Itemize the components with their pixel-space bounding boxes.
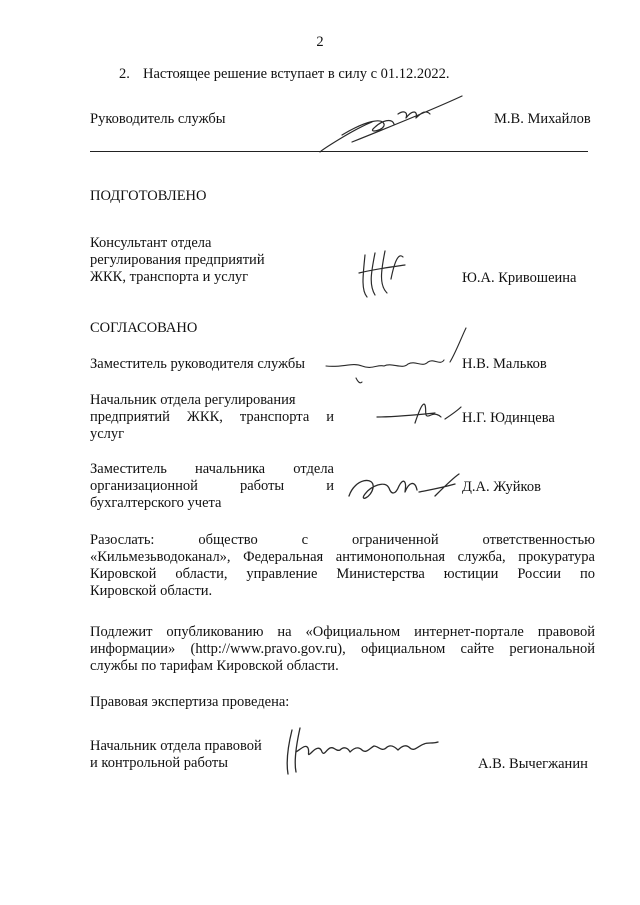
prepared-name: Ю.А. Кривошеина (462, 270, 577, 286)
clause-text: Настоящее решение вступает в силу с 01.12.2022. (143, 66, 450, 82)
agreed-name-1: Н.В. Мальков (462, 356, 547, 372)
agreed-heading: СОГЛАСОВАНО (90, 320, 198, 336)
agreed-signature-3 (345, 468, 465, 508)
agreed-name-2: Н.Г. Юдинцева (462, 410, 555, 426)
agreed-position-3: Заместитель начальника отдела организационной работы и бухгалтерского учета (90, 461, 334, 511)
legal-review-note: Правовая экспертиза проведена: (90, 694, 290, 710)
prepared-heading: ПОДГОТОВЛЕНО (90, 188, 207, 204)
head-title: Руководитель службы (90, 111, 226, 127)
legal-head-name: А.В. Вычегжанин (478, 756, 588, 772)
distribution-text: Разослать: общество с ограниченной ответственностью «Кильмезьводоканал», Федеральная антимонопольная служба, прокуратура Кировской области, управление Министерства юстиции России по Кировской области. (90, 532, 595, 599)
agreed-signature-2 (375, 393, 465, 433)
legal-head-position: Начальник отдела правовой и контрольной работы (90, 738, 262, 771)
page-number: 2 (316, 34, 324, 50)
separator-line (90, 151, 588, 152)
agreed-name-3: Д.А. Жуйков (462, 479, 541, 495)
prepared-position: Консультант отдела регулирования предприятий ЖКК, транспорта и услуг (90, 235, 265, 285)
clause-number: 2. (119, 66, 130, 82)
legal-head-signature (278, 722, 448, 782)
head-signature (312, 90, 472, 160)
publication-text: Подлежит опубликованию на «Официальном интернет-портале правовой информации» (http://www.pravo.gov.ru), официальном сайте региональной службы по тарифам Кировской области. (90, 624, 595, 674)
agreed-position-2: Начальник отдела регулирования предприятий ЖКК, транспорта и услуг (90, 392, 334, 442)
agreed-position-1: Заместитель руководителя службы (90, 356, 306, 372)
agreed-signature-1 (322, 322, 472, 392)
prepared-signature (355, 245, 415, 303)
head-name: М.В. Михайлов (494, 111, 591, 127)
